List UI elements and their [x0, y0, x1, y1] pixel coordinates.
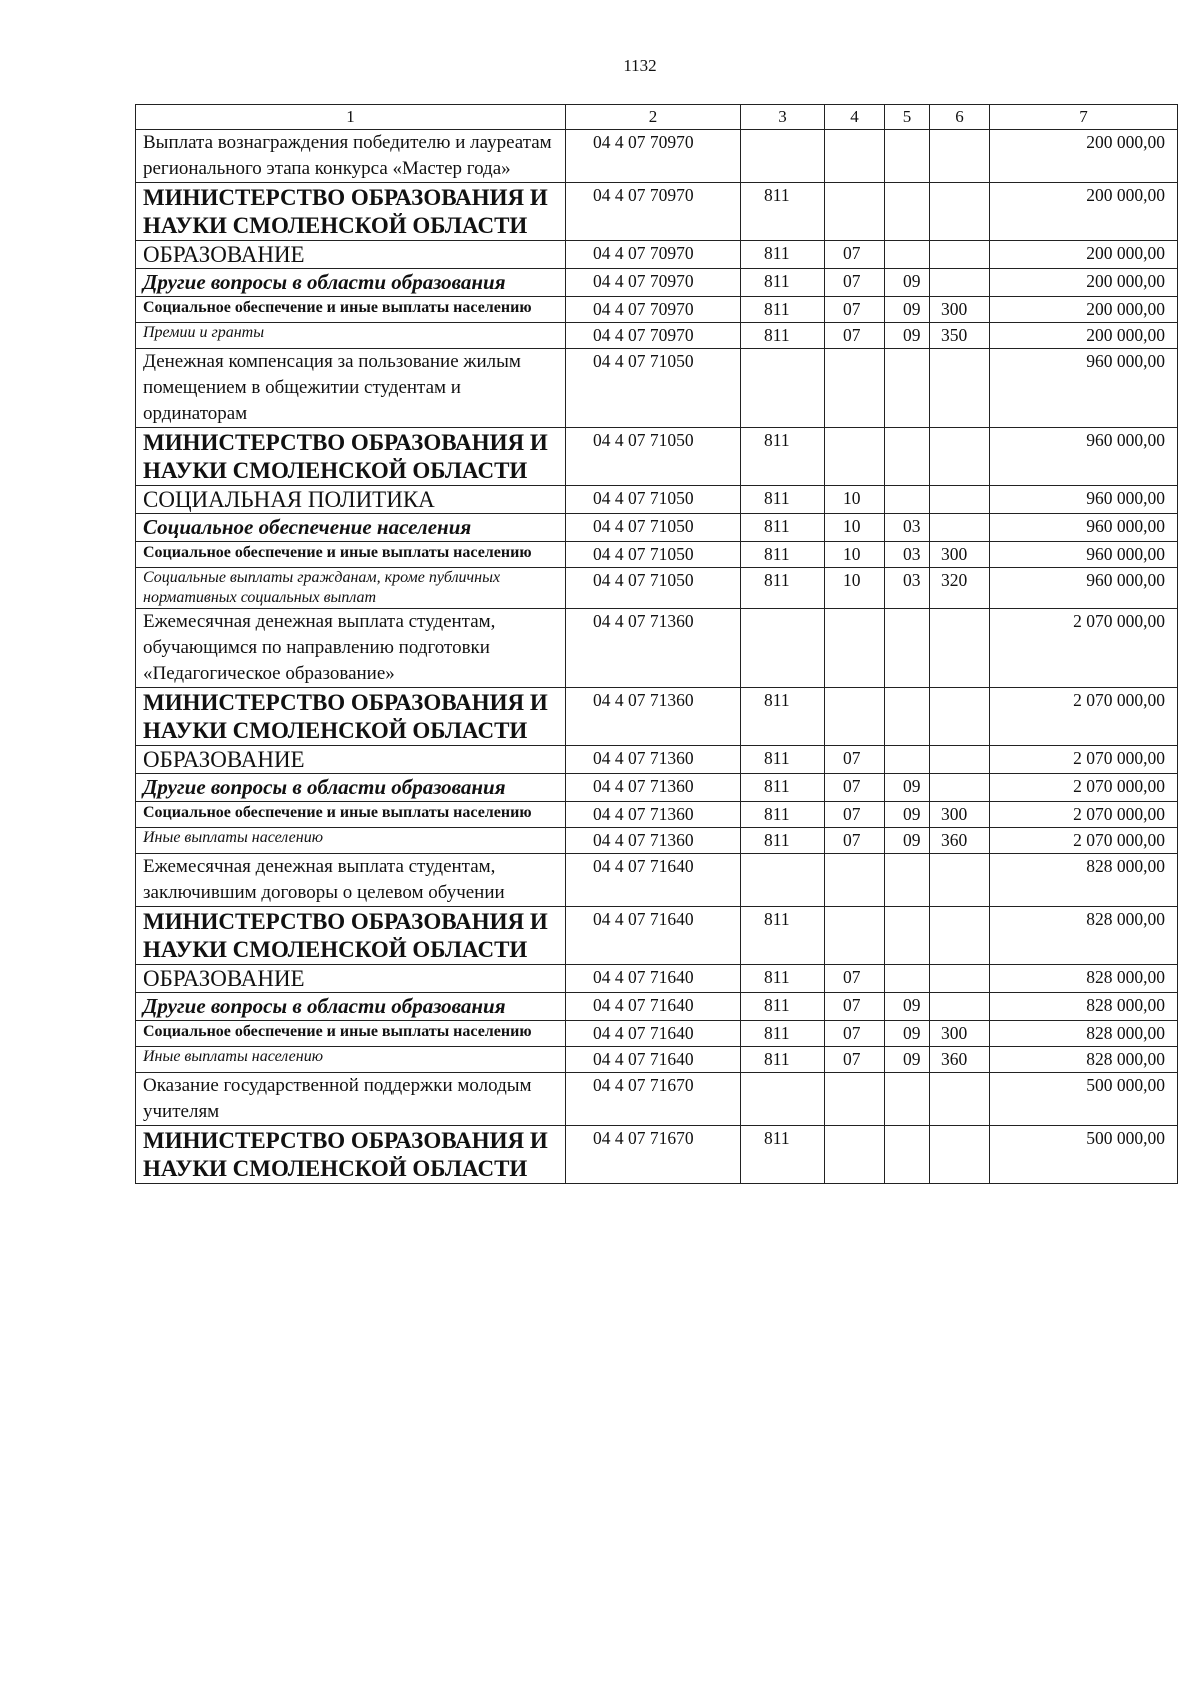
expense-type-cell [930, 486, 990, 514]
column-header: 6 [930, 105, 990, 130]
department-code-cell: 811 [741, 183, 825, 241]
subsection-code-cell: 03 [885, 542, 930, 568]
target-code-cell: 04 4 07 71360 [566, 828, 741, 854]
expense-type-cell [930, 269, 990, 297]
subsection-code-cell: 09 [885, 828, 930, 854]
column-header: 1 [136, 105, 566, 130]
target-code-cell: 04 4 07 70970 [566, 269, 741, 297]
table-row [136, 486, 1178, 514]
table-row [136, 130, 1178, 183]
table-row [136, 854, 1178, 907]
department-code-cell: 811 [741, 568, 825, 609]
column-header: 7 [990, 105, 1178, 130]
subsection-code-cell [885, 486, 930, 514]
target-code-cell: 04 4 07 71050 [566, 428, 741, 486]
target-code-cell: 04 4 07 71670 [566, 1126, 741, 1184]
section-code-cell [825, 854, 885, 907]
expense-type-cell [930, 609, 990, 688]
department-code-cell: 811 [741, 993, 825, 1021]
amount-cell: 828 000,00 [990, 965, 1178, 993]
amount-cell: 960 000,00 [990, 486, 1178, 514]
table-row [136, 746, 1178, 774]
department-code-cell: 811 [741, 1021, 825, 1047]
row-name-cell: Социальное обеспечение населения [136, 514, 566, 542]
section-code-cell: 07 [825, 1047, 885, 1073]
expense-type-cell [930, 183, 990, 241]
subsection-code-cell [885, 965, 930, 993]
target-code-cell: 04 4 07 71050 [566, 568, 741, 609]
target-code-cell: 04 4 07 71640 [566, 1021, 741, 1047]
target-code-cell: 04 4 07 71640 [566, 993, 741, 1021]
row-name-cell: Социальное обеспечение и иные выплаты населению [136, 802, 566, 828]
target-code-cell: 04 4 07 71050 [566, 349, 741, 428]
section-code-cell: 10 [825, 486, 885, 514]
amount-cell: 2 070 000,00 [990, 828, 1178, 854]
expense-type-cell: 350 [930, 323, 990, 349]
section-code-cell [825, 428, 885, 486]
section-code-cell: 07 [825, 297, 885, 323]
row-name-cell: Социальные выплаты гражданам, кроме публичных нормативных социальных выплат [136, 568, 566, 609]
subsection-code-cell: 09 [885, 269, 930, 297]
expense-type-cell [930, 349, 990, 428]
section-code-cell: 07 [825, 746, 885, 774]
department-code-cell: 811 [741, 241, 825, 269]
department-code-cell: 811 [741, 774, 825, 802]
section-code-cell: 07 [825, 269, 885, 297]
subsection-code-cell [885, 130, 930, 183]
expense-type-cell: 300 [930, 1021, 990, 1047]
target-code-cell: 04 4 07 71640 [566, 854, 741, 907]
department-code-cell: 811 [741, 514, 825, 542]
subsection-code-cell: 09 [885, 774, 930, 802]
table-row [136, 297, 1178, 323]
row-name-cell: МИНИСТЕРСТВО ОБРАЗОВАНИЯ И НАУКИ СМОЛЕНСКОЙ ОБЛАСТИ [136, 907, 566, 965]
expense-type-cell: 320 [930, 568, 990, 609]
department-code-cell: 811 [741, 1047, 825, 1073]
section-code-cell [825, 907, 885, 965]
expense-type-cell [930, 907, 990, 965]
target-code-cell: 04 4 07 71050 [566, 514, 741, 542]
target-code-cell: 04 4 07 70970 [566, 297, 741, 323]
amount-cell: 828 000,00 [990, 1021, 1178, 1047]
target-code-cell: 04 4 07 71050 [566, 486, 741, 514]
table-row [136, 609, 1178, 688]
row-name-cell: Другие вопросы в области образования [136, 993, 566, 1021]
amount-cell: 2 070 000,00 [990, 609, 1178, 688]
expense-type-cell [930, 688, 990, 746]
table-row [136, 828, 1178, 854]
row-name-cell: Денежная компенсация за пользование жилым помещением в общежитии студентам и ординаторам [136, 349, 566, 428]
table-row [136, 1073, 1178, 1126]
table-body [136, 105, 1178, 1184]
section-code-cell: 07 [825, 1021, 885, 1047]
row-name-cell: МИНИСТЕРСТВО ОБРАЗОВАНИЯ И НАУКИ СМОЛЕНСКОЙ ОБЛАСТИ [136, 688, 566, 746]
row-name-cell: Социальное обеспечение и иные выплаты населению [136, 542, 566, 568]
subsection-code-cell: 03 [885, 514, 930, 542]
department-code-cell [741, 854, 825, 907]
section-code-cell: 07 [825, 965, 885, 993]
department-code-cell: 811 [741, 486, 825, 514]
amount-cell: 200 000,00 [990, 183, 1178, 241]
header-row [136, 105, 1178, 130]
section-code-cell: 10 [825, 542, 885, 568]
section-code-cell: 07 [825, 241, 885, 269]
column-header: 3 [741, 105, 825, 130]
expense-type-cell [930, 774, 990, 802]
row-name-cell: Другие вопросы в области образования [136, 774, 566, 802]
table-row [136, 993, 1178, 1021]
section-code-cell [825, 130, 885, 183]
subsection-code-cell [885, 241, 930, 269]
section-code-cell [825, 183, 885, 241]
expense-type-cell [930, 746, 990, 774]
target-code-cell: 04 4 07 71050 [566, 542, 741, 568]
section-code-cell [825, 1126, 885, 1184]
subsection-code-cell: 09 [885, 297, 930, 323]
department-code-cell: 811 [741, 965, 825, 993]
department-code-cell: 811 [741, 746, 825, 774]
department-code-cell: 811 [741, 802, 825, 828]
subsection-code-cell [885, 1126, 930, 1184]
department-code-cell: 811 [741, 688, 825, 746]
table-row [136, 1047, 1178, 1073]
table-row [136, 323, 1178, 349]
target-code-cell: 04 4 07 71640 [566, 1047, 741, 1073]
row-name-cell: Иные выплаты населению [136, 1047, 566, 1073]
section-code-cell: 07 [825, 993, 885, 1021]
expense-type-cell: 360 [930, 828, 990, 854]
row-name-cell: Иные выплаты населению [136, 828, 566, 854]
subsection-code-cell: 03 [885, 568, 930, 609]
target-code-cell: 04 4 07 71640 [566, 907, 741, 965]
amount-cell: 2 070 000,00 [990, 802, 1178, 828]
subsection-code-cell [885, 183, 930, 241]
table-row [136, 965, 1178, 993]
subsection-code-cell: 09 [885, 1047, 930, 1073]
section-code-cell: 07 [825, 774, 885, 802]
section-code-cell: 07 [825, 828, 885, 854]
section-code-cell: 10 [825, 568, 885, 609]
row-name-cell: МИНИСТЕРСТВО ОБРАЗОВАНИЯ И НАУКИ СМОЛЕНСКОЙ ОБЛАСТИ [136, 428, 566, 486]
column-header: 2 [566, 105, 741, 130]
department-code-cell [741, 1073, 825, 1126]
section-code-cell: 10 [825, 514, 885, 542]
table-row [136, 183, 1178, 241]
subsection-code-cell: 09 [885, 993, 930, 1021]
amount-cell: 960 000,00 [990, 514, 1178, 542]
section-code-cell [825, 1073, 885, 1126]
department-code-cell [741, 130, 825, 183]
department-code-cell: 811 [741, 297, 825, 323]
department-code-cell [741, 609, 825, 688]
target-code-cell: 04 4 07 70970 [566, 323, 741, 349]
expense-type-cell [930, 1126, 990, 1184]
department-code-cell: 811 [741, 907, 825, 965]
amount-cell: 500 000,00 [990, 1126, 1178, 1184]
expense-type-cell [930, 965, 990, 993]
row-name-cell: Премии и гранты [136, 323, 566, 349]
row-name-cell: Другие вопросы в области образования [136, 269, 566, 297]
department-code-cell: 811 [741, 428, 825, 486]
target-code-cell: 04 4 07 70970 [566, 241, 741, 269]
table-row [136, 542, 1178, 568]
subsection-code-cell: 09 [885, 323, 930, 349]
section-code-cell: 07 [825, 323, 885, 349]
expense-type-cell [930, 428, 990, 486]
amount-cell: 828 000,00 [990, 1047, 1178, 1073]
subsection-code-cell: 09 [885, 802, 930, 828]
subsection-code-cell [885, 349, 930, 428]
table-row [136, 568, 1178, 609]
row-name-cell: Ежемесячная денежная выплата студентам, обучающимся по направлению подготовки «Педагогическое образование» [136, 609, 566, 688]
subsection-code-cell [885, 746, 930, 774]
table-row [136, 349, 1178, 428]
expense-type-cell: 300 [930, 542, 990, 568]
row-name-cell: Оказание государственной поддержки молодым учителям [136, 1073, 566, 1126]
page-number: 1132 [623, 56, 657, 75]
target-code-cell: 04 4 07 71360 [566, 609, 741, 688]
amount-cell: 200 000,00 [990, 241, 1178, 269]
expense-type-cell [930, 514, 990, 542]
subsection-code-cell [885, 1073, 930, 1126]
row-name-cell: МИНИСТЕРСТВО ОБРАЗОВАНИЯ И НАУКИ СМОЛЕНСКОЙ ОБЛАСТИ [136, 183, 566, 241]
table-row [136, 428, 1178, 486]
expense-type-cell [930, 130, 990, 183]
expense-type-cell [930, 1073, 990, 1126]
target-code-cell: 04 4 07 71360 [566, 688, 741, 746]
subsection-code-cell [885, 907, 930, 965]
subsection-code-cell [885, 609, 930, 688]
row-name-cell: ОБРАЗОВАНИЕ [136, 241, 566, 269]
department-code-cell: 811 [741, 542, 825, 568]
expense-type-cell: 300 [930, 802, 990, 828]
table-row [136, 907, 1178, 965]
table-row [136, 1126, 1178, 1184]
expense-type-cell [930, 854, 990, 907]
section-code-cell [825, 688, 885, 746]
budget-table [135, 104, 1178, 1184]
expense-type-cell [930, 993, 990, 1021]
amount-cell: 200 000,00 [990, 323, 1178, 349]
table-row [136, 774, 1178, 802]
department-code-cell [741, 349, 825, 428]
row-name-cell: Ежемесячная денежная выплата студентам, заключившим договоры о целевом обучении [136, 854, 566, 907]
target-code-cell: 04 4 07 70970 [566, 183, 741, 241]
subsection-code-cell [885, 428, 930, 486]
row-name-cell: ОБРАЗОВАНИЕ [136, 746, 566, 774]
row-name-cell: Социальное обеспечение и иные выплаты населению [136, 297, 566, 323]
expense-type-cell [930, 241, 990, 269]
column-header: 4 [825, 105, 885, 130]
target-code-cell: 04 4 07 71670 [566, 1073, 741, 1126]
section-code-cell [825, 609, 885, 688]
amount-cell: 2 070 000,00 [990, 688, 1178, 746]
table-row [136, 1021, 1178, 1047]
department-code-cell: 811 [741, 1126, 825, 1184]
amount-cell: 200 000,00 [990, 130, 1178, 183]
amount-cell: 2 070 000,00 [990, 774, 1178, 802]
amount-cell: 960 000,00 [990, 568, 1178, 609]
row-name-cell: МИНИСТЕРСТВО ОБРАЗОВАНИЯ И НАУКИ СМОЛЕНСКОЙ ОБЛАСТИ [136, 1126, 566, 1184]
table-row [136, 514, 1178, 542]
department-code-cell: 811 [741, 828, 825, 854]
table-row [136, 241, 1178, 269]
target-code-cell: 04 4 07 71360 [566, 802, 741, 828]
amount-cell: 960 000,00 [990, 349, 1178, 428]
section-code-cell [825, 349, 885, 428]
amount-cell: 200 000,00 [990, 269, 1178, 297]
target-code-cell: 04 4 07 71640 [566, 965, 741, 993]
amount-cell: 2 070 000,00 [990, 746, 1178, 774]
row-name-cell: Социальное обеспечение и иные выплаты населению [136, 1021, 566, 1047]
amount-cell: 200 000,00 [990, 297, 1178, 323]
subsection-code-cell: 09 [885, 1021, 930, 1047]
amount-cell: 960 000,00 [990, 428, 1178, 486]
amount-cell: 500 000,00 [990, 1073, 1178, 1126]
department-code-cell: 811 [741, 269, 825, 297]
department-code-cell: 811 [741, 323, 825, 349]
expense-type-cell: 360 [930, 1047, 990, 1073]
subsection-code-cell [885, 688, 930, 746]
amount-cell: 828 000,00 [990, 907, 1178, 965]
column-header: 5 [885, 105, 930, 130]
amount-cell: 960 000,00 [990, 542, 1178, 568]
amount-cell: 828 000,00 [990, 854, 1178, 907]
table-row [136, 688, 1178, 746]
target-code-cell: 04 4 07 71360 [566, 746, 741, 774]
amount-cell: 828 000,00 [990, 993, 1178, 1021]
table-row [136, 269, 1178, 297]
table-row [136, 802, 1178, 828]
row-name-cell: СОЦИАЛЬНАЯ ПОЛИТИКА [136, 486, 566, 514]
section-code-cell: 07 [825, 802, 885, 828]
row-name-cell: Выплата вознаграждения победителю и лауреатам регионального этапа конкурса «Мастер года» [136, 130, 566, 183]
subsection-code-cell [885, 854, 930, 907]
row-name-cell: ОБРАЗОВАНИЕ [136, 965, 566, 993]
expense-type-cell: 300 [930, 297, 990, 323]
target-code-cell: 04 4 07 70970 [566, 130, 741, 183]
target-code-cell: 04 4 07 71360 [566, 774, 741, 802]
